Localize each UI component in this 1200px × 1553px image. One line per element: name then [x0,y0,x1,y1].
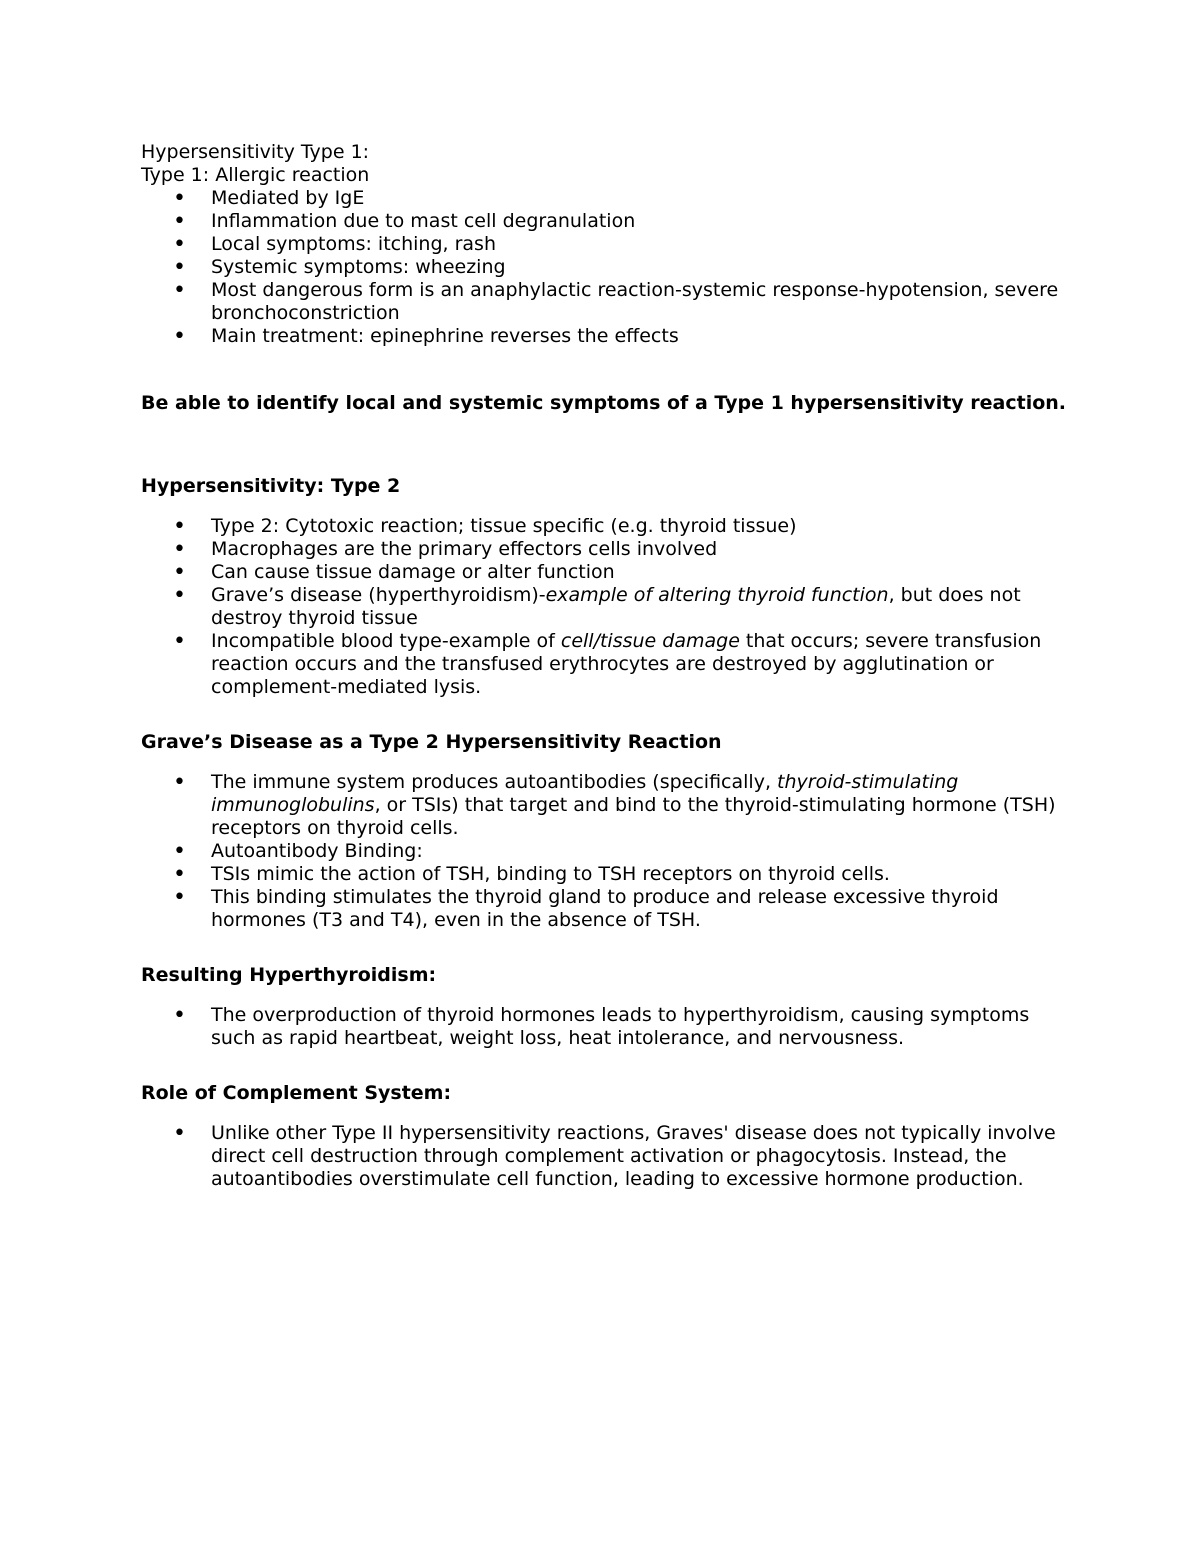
section1-subtitle: Type 1: Allergic reaction [141,164,370,186]
section2-list [141,515,1071,699]
list-item: • Can cause tissue damage or alter function [141,561,1071,584]
list-item: • Macrophages are the primary effectors cells involved [141,538,1071,561]
list-item: • Autoantibody Binding: [141,840,1071,863]
blood-text-pre: Incompatible blood type-example of [211,630,561,652]
list-item: • Mediated by IgE [141,187,1071,210]
autoantibodies-text-post: , or TSIs) that target and bind to the thyroid-stimulating hormone (TSH) receptors on thyroid cells. [211,794,1056,839]
list-item: • This binding stimulates the thyroid gland to produce and release excessive thyroid hormones (T3 and T4), even in the absence of TSH. [141,886,1071,932]
list-item: • The overproduction of thyroid hormones leads to hyperthyroidism, causing symptoms such as rapid heartbeat, weight loss, heat intolerance, and nervousness. [141,1004,1071,1050]
graves-text-emphasis: example of altering thyroid function [545,584,889,606]
list-item: • Unlike other Type II hypersensitivity reactions, Graves' disease does not typically involve direct cell destruction through complement activation or phagocytosis. Instead, the autoantibodies overstimulate cell function, leading to excessive hormone production. [141,1122,1071,1191]
list-item: • Main treatment: epinephrine reverses the effects [141,325,1071,348]
list-item: • TSIs mimic the action of TSH, binding to TSH receptors on thyroid cells. [141,863,1071,886]
list-item: • Most dangerous form is an anaphylactic reaction-systemic response-hypotension, severe bronchoconstriction [141,279,1071,325]
list-item: • Inflammation due to mast cell degranulation [141,210,1071,233]
list-item-blood-type [141,630,1071,699]
section1-study-note: Be able to identify local and systemic symptoms of a Type 1 hypersensitivity reaction. [141,392,1067,414]
list-item: • Type 2: Cytotoxic reaction; tissue specific (e.g. thyroid tissue) [141,515,1071,538]
list-item: • Local symptoms: itching, rash [141,233,1071,256]
section4-list [141,1004,1071,1050]
section5-title: Role of Complement System: [141,1082,452,1104]
autoantibodies-text-pre: The immune system produces autoantibodies (specifically, [211,771,778,793]
autoantibodies-text-emphasis: thyroid-stimulating immunoglobulins [211,771,959,816]
section4-title: Resulting Hyperthyroidism: [141,964,437,986]
list-item-graves [141,584,1071,630]
document-page [141,141,1071,1191]
list-item-autoantibodies [141,771,1071,840]
graves-text-post: , but does not destroy thyroid tissue [211,584,1021,629]
graves-text-pre: Grave’s disease (hyperthyroidism)- [211,584,546,606]
section1-title: Hypersensitivity Type 1: [141,141,370,163]
blood-text-emphasis: cell/tissue damage [560,630,740,652]
section3-list [141,771,1071,932]
section1-list [141,187,1071,348]
section2-title: Hypersensitivity: Type 2 [141,475,401,497]
section3-title: Grave’s Disease as a Type 2 Hypersensitivity Reaction [141,731,722,753]
section5-list [141,1122,1071,1191]
blood-text-post: that occurs; severe transfusion reaction occurs and the transfused erythrocytes are destroyed by agglutination or complement-mediated lysis. [211,630,1042,698]
list-item: • Systemic symptoms: wheezing [141,256,1071,279]
